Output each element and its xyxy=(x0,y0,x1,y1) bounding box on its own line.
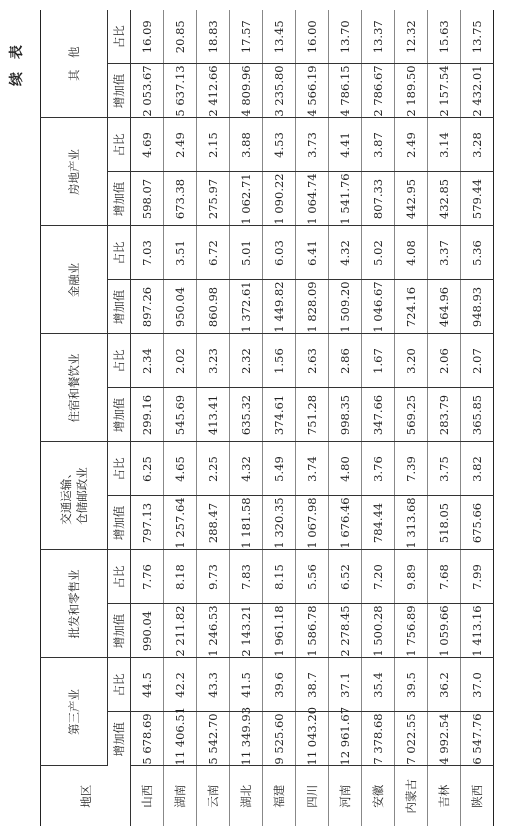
value-cell: 1 449.82 xyxy=(263,280,296,334)
share-cell: 5.49 xyxy=(263,442,296,496)
share-cell: 2.06 xyxy=(428,334,461,388)
share-cell: 4.65 xyxy=(164,442,197,496)
share-cell: 16.09 xyxy=(131,10,164,64)
value-cell: 1 541.76 xyxy=(329,172,362,226)
value-cell: 1 828.09 xyxy=(296,280,329,334)
share-cell: 1.56 xyxy=(263,334,296,388)
share-cell: 4.69 xyxy=(131,118,164,172)
share-cell: 9.89 xyxy=(395,550,428,604)
share-cell: 18.83 xyxy=(197,10,230,64)
value-cell: 1 586.78 xyxy=(296,604,329,658)
value-cell: 784.44 xyxy=(362,496,395,550)
share-cell: 6.25 xyxy=(131,442,164,496)
share-cell: 4.32 xyxy=(329,226,362,280)
value-cell: 950.04 xyxy=(164,280,197,334)
share-cell: 3.74 xyxy=(296,442,329,496)
header-value: 增加值 xyxy=(108,496,131,550)
share-cell: 13.37 xyxy=(362,10,395,64)
value-cell: 1 961.18 xyxy=(263,604,296,658)
value-cell: 5 637.13 xyxy=(164,64,197,118)
share-cell: 3.87 xyxy=(362,118,395,172)
header-group xyxy=(41,442,108,550)
header-share: 占比 xyxy=(108,334,131,388)
value-cell: 1 320.35 xyxy=(263,496,296,550)
share-cell: 3.76 xyxy=(362,442,395,496)
share-cell: 3.37 xyxy=(428,226,461,280)
value-cell: 1 090.22 xyxy=(263,172,296,226)
table-row xyxy=(461,10,494,826)
value-cell: 807.33 xyxy=(362,172,395,226)
value-cell: 2 211.82 xyxy=(164,604,197,658)
continued-label: 续 表 xyxy=(9,41,25,86)
header-share: 占比 xyxy=(108,442,131,496)
value-cell: 288.47 xyxy=(197,496,230,550)
header-group xyxy=(41,226,108,334)
data-table xyxy=(40,10,494,826)
header-share: 占比 xyxy=(108,10,131,64)
share-cell: 4.80 xyxy=(329,442,362,496)
value-cell: 518.05 xyxy=(428,496,461,550)
value-cell: 4 786.15 xyxy=(329,64,362,118)
share-cell: 3.88 xyxy=(230,118,263,172)
share-cell: 9.73 xyxy=(197,550,230,604)
value-cell: 1 313.68 xyxy=(395,496,428,550)
share-cell: 7.99 xyxy=(461,550,494,604)
share-cell: 20.85 xyxy=(164,10,197,64)
value-cell: 1 059.66 xyxy=(428,604,461,658)
table-row xyxy=(230,10,263,826)
value-cell: 1 062.71 xyxy=(230,172,263,226)
value-cell: 2 786.67 xyxy=(362,64,395,118)
value-cell: 569.25 xyxy=(395,388,428,442)
value-cell: 860.98 xyxy=(197,280,230,334)
value-cell: 1 067.98 xyxy=(296,496,329,550)
value-cell: 990.04 xyxy=(131,604,164,658)
header-group xyxy=(41,334,108,442)
share-cell: 8.18 xyxy=(164,550,197,604)
value-cell: 998.35 xyxy=(329,388,362,442)
share-cell: 13.75 xyxy=(461,10,494,64)
share-cell: 5.36 xyxy=(461,226,494,280)
share-cell: 2.32 xyxy=(230,334,263,388)
share-cell: 43.3 xyxy=(197,658,230,712)
share-cell: 38.7 xyxy=(296,658,329,712)
share-cell: 7.76 xyxy=(131,550,164,604)
share-cell: 42.2 xyxy=(164,658,197,712)
share-cell: 4.08 xyxy=(395,226,428,280)
value-cell: 442.95 xyxy=(395,172,428,226)
header-group-label: 金融业 xyxy=(67,262,81,298)
value-cell: 797.13 xyxy=(131,496,164,550)
share-cell: 3.20 xyxy=(395,334,428,388)
table-row xyxy=(131,10,164,826)
region-cell: 湖北 xyxy=(230,766,263,826)
value-cell: 1 064.74 xyxy=(296,172,329,226)
value-cell: 2 143.21 xyxy=(230,604,263,658)
value-cell: 374.61 xyxy=(263,388,296,442)
value-cell: 1 413.16 xyxy=(461,604,494,658)
table-row xyxy=(428,10,461,826)
value-cell: 11 406.51 xyxy=(164,712,197,766)
share-cell: 4.32 xyxy=(230,442,263,496)
header-group-label: 第三产业 xyxy=(67,689,81,735)
share-cell: 6.03 xyxy=(263,226,296,280)
share-cell: 4.41 xyxy=(329,118,362,172)
region-cell: 河南 xyxy=(329,766,362,826)
table-row xyxy=(296,10,329,826)
share-cell: 44.5 xyxy=(131,658,164,712)
header-group xyxy=(41,10,108,118)
share-cell: 3.23 xyxy=(197,334,230,388)
header-group-label: 其 他 xyxy=(67,46,81,81)
value-cell: 7 022.55 xyxy=(395,712,428,766)
share-cell: 39.5 xyxy=(395,658,428,712)
share-cell: 36.2 xyxy=(428,658,461,712)
header-value: 增加值 xyxy=(108,280,131,334)
value-cell: 2 278.45 xyxy=(329,604,362,658)
header-share: 占比 xyxy=(108,550,131,604)
share-cell: 17.57 xyxy=(230,10,263,64)
share-cell: 41.5 xyxy=(230,658,263,712)
share-cell: 7.03 xyxy=(131,226,164,280)
share-cell: 4.53 xyxy=(263,118,296,172)
value-cell: 1 500.28 xyxy=(362,604,395,658)
value-cell: 2 053.67 xyxy=(131,64,164,118)
value-cell: 545.69 xyxy=(164,388,197,442)
value-cell: 4 566.19 xyxy=(296,64,329,118)
value-cell: 1 181.58 xyxy=(230,496,263,550)
table-row xyxy=(164,10,197,826)
value-cell: 4 809.96 xyxy=(230,64,263,118)
share-cell: 13.45 xyxy=(263,10,296,64)
value-cell: 751.28 xyxy=(296,388,329,442)
header-group-label: 交通运输、 仓储邮政业 xyxy=(59,467,89,525)
share-cell: 6.72 xyxy=(197,226,230,280)
share-cell: 7.20 xyxy=(362,550,395,604)
value-cell: 1 372.61 xyxy=(230,280,263,334)
share-cell: 35.4 xyxy=(362,658,395,712)
region-cell: 山西 xyxy=(140,784,154,808)
share-cell: 3.14 xyxy=(428,118,461,172)
value-cell: 2 412.66 xyxy=(197,64,230,118)
share-cell: 1.67 xyxy=(362,334,395,388)
share-cell: 13.70 xyxy=(329,10,362,64)
value-cell: 5 678.69 xyxy=(131,712,164,766)
share-cell: 2.63 xyxy=(296,334,329,388)
value-cell: 275.97 xyxy=(197,172,230,226)
value-cell: 598.07 xyxy=(131,172,164,226)
share-cell: 2.34 xyxy=(131,334,164,388)
value-cell: 432.85 xyxy=(428,172,461,226)
value-cell: 675.66 xyxy=(461,496,494,550)
header-group-label: 住宿和餐饮业 xyxy=(67,353,81,423)
region-cell: 吉林 xyxy=(428,766,461,826)
header-group-label: 批发和零售业 xyxy=(67,569,81,639)
value-cell: 948.93 xyxy=(461,280,494,334)
share-cell: 2.25 xyxy=(197,442,230,496)
share-cell: 2.49 xyxy=(395,118,428,172)
region-cell: 湖南 xyxy=(164,766,197,826)
share-cell: 5.02 xyxy=(362,226,395,280)
value-cell: 724.16 xyxy=(395,280,428,334)
table-row xyxy=(362,10,395,826)
header-value: 增加值 xyxy=(108,604,131,658)
share-cell: 2.86 xyxy=(329,334,362,388)
share-cell: 3.28 xyxy=(461,118,494,172)
share-cell: 3.82 xyxy=(461,442,494,496)
share-cell: 39.6 xyxy=(263,658,296,712)
share-cell: 5.56 xyxy=(296,550,329,604)
value-cell: 1 509.20 xyxy=(329,280,362,334)
table-row xyxy=(197,10,230,826)
header-group xyxy=(41,118,108,226)
share-cell: 5.01 xyxy=(230,226,263,280)
value-cell: 9 525.60 xyxy=(263,712,296,766)
share-cell: 6.52 xyxy=(329,550,362,604)
value-cell: 3 235.80 xyxy=(263,64,296,118)
value-cell: 673.38 xyxy=(164,172,197,226)
value-cell: 7 378.68 xyxy=(362,712,395,766)
share-cell: 7.68 xyxy=(428,550,461,604)
value-cell: 635.32 xyxy=(230,388,263,442)
value-cell: 5 542.70 xyxy=(197,712,230,766)
value-cell: 6 547.76 xyxy=(461,712,494,766)
value-cell: 299.16 xyxy=(131,388,164,442)
region-cell: 四川 xyxy=(296,766,329,826)
value-cell: 283.79 xyxy=(428,388,461,442)
value-cell: 12 961.67 xyxy=(329,712,362,766)
value-cell: 464.96 xyxy=(428,280,461,334)
region-cell: 云南 xyxy=(197,766,230,826)
table-row xyxy=(263,10,296,826)
share-cell: 3.51 xyxy=(164,226,197,280)
header-value: 增加值 xyxy=(108,388,131,442)
share-cell: 2.15 xyxy=(197,118,230,172)
value-cell: 4 992.54 xyxy=(428,712,461,766)
header-group-label: 房地产业 xyxy=(67,149,81,195)
table-row xyxy=(329,10,362,826)
value-cell: 1 257.64 xyxy=(164,496,197,550)
header-value: 增加值 xyxy=(108,172,131,226)
region-cell: 内蒙古 xyxy=(395,766,428,826)
share-cell: 3.73 xyxy=(296,118,329,172)
header-value: 增加值 xyxy=(108,64,131,118)
value-cell: 579.44 xyxy=(461,172,494,226)
value-cell: 2 157.54 xyxy=(428,64,461,118)
header-share: 占比 xyxy=(108,226,131,280)
share-cell: 16.00 xyxy=(296,10,329,64)
table-row xyxy=(395,10,428,826)
header-group xyxy=(41,658,108,766)
share-cell: 7.83 xyxy=(230,550,263,604)
share-cell: 12.32 xyxy=(395,10,428,64)
header-share: 占比 xyxy=(108,658,131,712)
value-cell: 1 676.46 xyxy=(329,496,362,550)
value-cell: 413.41 xyxy=(197,388,230,442)
value-cell: 2 432.01 xyxy=(461,64,494,118)
share-cell: 37.0 xyxy=(461,658,494,712)
share-cell: 6.41 xyxy=(296,226,329,280)
header-region: 地区 xyxy=(41,766,131,826)
header-share: 占比 xyxy=(108,118,131,172)
region-cell: 安徽 xyxy=(362,766,395,826)
share-cell: 2.02 xyxy=(164,334,197,388)
share-cell: 2.49 xyxy=(164,118,197,172)
value-cell: 897.26 xyxy=(131,280,164,334)
value-cell: 2 189.50 xyxy=(395,64,428,118)
share-cell: 37.1 xyxy=(329,658,362,712)
share-cell: 15.63 xyxy=(428,10,461,64)
value-cell: 1 756.89 xyxy=(395,604,428,658)
share-cell: 3.75 xyxy=(428,442,461,496)
header-group xyxy=(41,550,108,658)
header-value: 增加值 xyxy=(108,712,131,766)
share-cell: 8.15 xyxy=(263,550,296,604)
value-cell: 1 246.53 xyxy=(197,604,230,658)
share-cell: 2.07 xyxy=(461,334,494,388)
region-cell: 福建 xyxy=(263,766,296,826)
value-cell: 347.66 xyxy=(362,388,395,442)
value-cell: 1 046.67 xyxy=(362,280,395,334)
value-cell: 11 043.20 xyxy=(296,712,329,766)
value-cell: 11 349.93 xyxy=(230,712,263,766)
region-cell: 陕西 xyxy=(461,766,494,826)
value-cell: 365.85 xyxy=(461,388,494,442)
share-cell: 7.39 xyxy=(395,442,428,496)
